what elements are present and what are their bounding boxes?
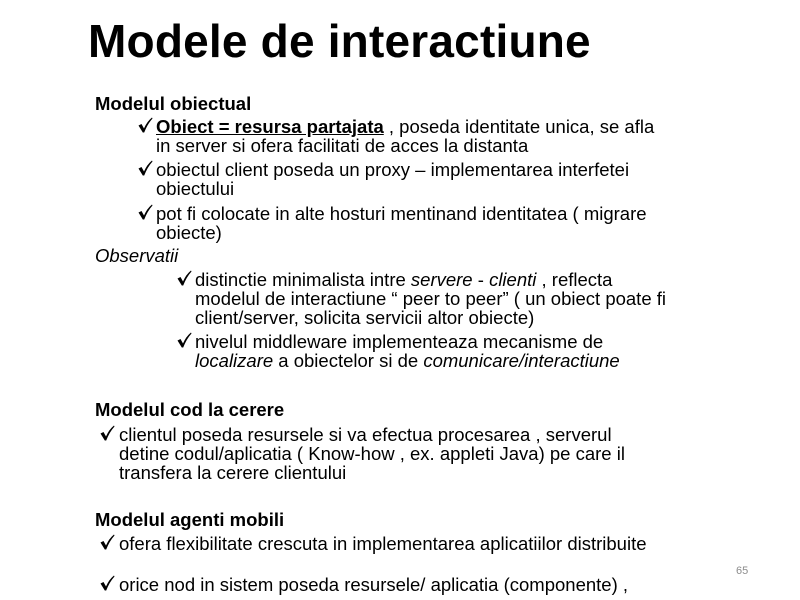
bullet-text-continuation: client/server, solicita servicii altor obiecte) bbox=[195, 307, 535, 328]
bullet-emphasis: clienti bbox=[489, 269, 537, 290]
checkmark-icon bbox=[137, 116, 153, 134]
bullet-text-part: , reflecta bbox=[536, 269, 613, 290]
bullet-text-part: distinctie minimalista intre bbox=[195, 269, 411, 290]
bullet-emphasis: comunicare/interactiune bbox=[423, 350, 620, 371]
bullet-text-continuation: obiecte) bbox=[156, 222, 222, 243]
checkmark-icon bbox=[99, 533, 115, 551]
bullet-text bbox=[195, 269, 612, 290]
checkmark-icon bbox=[176, 269, 192, 287]
bullet-emphasis: servere bbox=[410, 269, 473, 290]
checkmark-icon bbox=[137, 159, 153, 177]
bullet-text: obiectul client poseda un proxy – implementarea interfetei bbox=[156, 159, 630, 180]
bullet-text: pot fi colocate in alte hosturi mentinand identitatea ( migrare bbox=[156, 203, 647, 224]
checkmark-icon bbox=[176, 331, 192, 349]
bullet-text-part: - bbox=[472, 269, 490, 290]
bullet-text-part: , poseda identitate unica, se afla bbox=[383, 116, 655, 137]
bullet-text-continuation: modelul de interactiune “ peer to peer” ( un obiect poate fi bbox=[195, 288, 667, 309]
bullet-text-continuation: in server si ofera facilitati de acces la distanta bbox=[156, 135, 529, 156]
bullet-text: nivelul middleware implementeaza mecanisme de bbox=[195, 331, 604, 352]
section-heading-code-on-demand: Modelul cod la cerere bbox=[95, 399, 285, 420]
bullet-text: ofera flexibilitate crescuta in implementarea aplicatiilor distribuite bbox=[119, 533, 647, 554]
bullet-emphasis: Obiect = resursa partajata bbox=[156, 116, 384, 137]
checkmark-icon bbox=[137, 203, 153, 221]
bullet-text-continuation: transfera la cerere clientului bbox=[119, 462, 347, 483]
bullet-emphasis: localizare bbox=[195, 350, 274, 371]
section-heading-object-model: Modelul obiectual bbox=[95, 93, 252, 114]
slide-title: Modele de interactiune bbox=[88, 15, 591, 67]
bullet-text: orice nod in sistem poseda resursele/ aplicatia (componente) , bbox=[119, 574, 629, 595]
section-heading-mobile-agents: Modelul agenti mobili bbox=[95, 509, 285, 530]
bullet-text-continuation bbox=[195, 350, 620, 371]
bullet-text-part: a obiectelor si de bbox=[273, 350, 424, 371]
page-number: 65 bbox=[736, 565, 749, 577]
checkmark-icon bbox=[99, 574, 115, 592]
bullet-text-continuation: obiectului bbox=[156, 178, 235, 199]
bullet-text bbox=[156, 116, 654, 137]
observations-label: Observatii bbox=[95, 245, 179, 266]
bullet-text: clientul poseda resursele si va efectua procesarea , serverul bbox=[119, 424, 612, 445]
bullet-text-continuation: detine codul/aplicatia ( Know-how , ex. appleti Java) pe care il bbox=[119, 443, 625, 464]
checkmark-icon bbox=[99, 424, 115, 442]
